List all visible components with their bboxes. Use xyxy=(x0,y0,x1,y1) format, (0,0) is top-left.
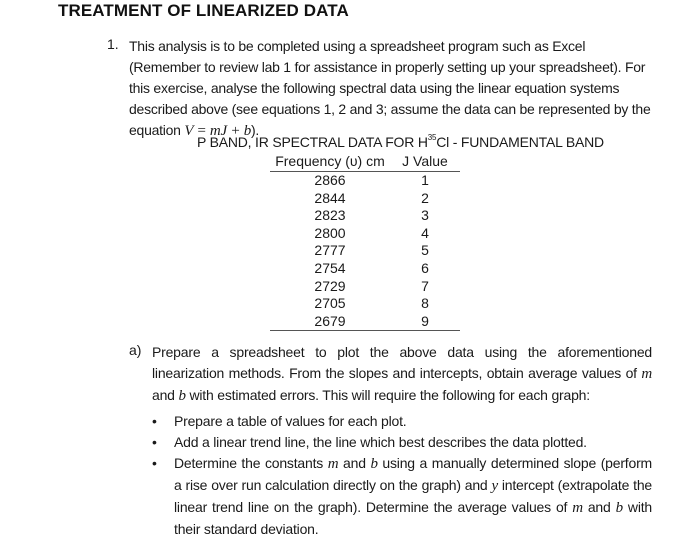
table-row xyxy=(270,172,460,190)
part-a-label: a) xyxy=(129,342,142,358)
frequency-cell: 2679 xyxy=(270,313,390,331)
item-1-text-before: This analysis is to be completed using a spreadsheet program such as Excel (Remember to review lab 1 for assistance in properly setting up your spreadsheet). For this exercise, analyse the following spectral data using the linear equation systems described above (see equations 1, 2 and 3; assume the data can be represented by the equation xyxy=(129,38,651,138)
j-cell: 9 xyxy=(390,313,460,331)
frequency-cell: 2705 xyxy=(314,295,346,312)
variable-m: m xyxy=(327,456,339,472)
j-cell: 6 xyxy=(421,259,429,276)
part-a-text-2: and xyxy=(152,387,179,403)
bullet-3-text-2: and xyxy=(338,455,371,471)
j-cell: 1 xyxy=(421,172,429,188)
requirements-list xyxy=(152,411,652,540)
bullet-3-text-5: and xyxy=(582,499,616,515)
page-heading: TREATMENT OF LINEARIZED DATA xyxy=(58,1,349,20)
table-row xyxy=(270,225,460,243)
item-number: 1. xyxy=(107,36,119,52)
frequency-cell: 2866 xyxy=(314,172,346,188)
table-row xyxy=(270,242,460,260)
bullet-icon: • xyxy=(152,455,157,471)
frequency-cell: 2823 xyxy=(314,207,346,224)
part-a-text-3: with estimated errors. This will require the following for each graph: xyxy=(185,387,590,403)
item-1-text-after: ). xyxy=(251,122,260,138)
frequency-cell: 2800 xyxy=(314,224,346,241)
variable-b: b xyxy=(615,500,623,516)
item-1-text xyxy=(129,36,654,142)
frequency-cell: 2844 xyxy=(314,189,346,206)
frequency-cell: 2754 xyxy=(314,259,346,276)
list-item xyxy=(152,411,652,432)
table-row xyxy=(270,295,460,313)
list-item xyxy=(152,453,652,540)
frequency-cell: 2777 xyxy=(314,242,346,259)
table-title xyxy=(197,133,604,150)
spectral-data-table xyxy=(270,153,460,331)
variable-m: m xyxy=(641,366,652,382)
variable-b: b xyxy=(370,456,378,472)
table-row xyxy=(270,278,460,296)
table-title-prefix: P BAND, IR SPECTRAL DATA FOR H xyxy=(197,134,428,150)
j-cell: 5 xyxy=(421,242,429,259)
table-row xyxy=(270,313,460,331)
variable-m: m xyxy=(572,500,583,516)
bullet-icon: • xyxy=(152,413,157,429)
bullet-3-text-1: Determine the constants xyxy=(174,455,328,471)
isotope-superscript: 35 xyxy=(427,133,437,142)
bullet-3-text-3: using a manually determined slope (perform a rise over run calculation directly on the graph) and xyxy=(174,455,652,493)
part-a-text xyxy=(152,342,652,407)
table-title-suffix: Cl - FUNDAMENTAL BAND xyxy=(436,134,604,150)
frequency-cell: 2729 xyxy=(314,277,346,294)
frequency-column-header: Frequency (υ) cm xyxy=(270,153,390,172)
table-row xyxy=(270,260,460,278)
j-cell: 2 xyxy=(421,189,429,206)
j-cell: 4 xyxy=(421,224,429,241)
bullet-3-text-6: with their standard deviation. xyxy=(174,499,653,537)
variable-b: b xyxy=(178,388,186,404)
table-row xyxy=(270,190,460,208)
j-cell: 8 xyxy=(421,295,429,312)
linear-equation: V = mJ + b xyxy=(184,123,251,139)
bullet-1-text: Prepare a table of values for each plot. xyxy=(174,413,407,429)
part-a-text-1: Prepare a spreadsheet to plot the above data using the aforementioned linearization methods. From the slopes and intercepts, obtain average values of xyxy=(152,344,652,381)
j-value-column-header: J Value xyxy=(390,153,460,172)
j-cell: 3 xyxy=(421,207,429,224)
table-row xyxy=(270,207,460,225)
bullet-icon: • xyxy=(152,434,157,450)
variable-y: y xyxy=(491,478,498,494)
j-cell: 7 xyxy=(421,277,429,294)
list-item xyxy=(152,432,652,453)
bullet-2-text: Add a linear trend line, the line which best describes the data plotted. xyxy=(174,434,587,450)
bullet-3-text-4: intercept (extrapolate the linear trend line on the graph). Determine the average values of xyxy=(174,477,652,515)
